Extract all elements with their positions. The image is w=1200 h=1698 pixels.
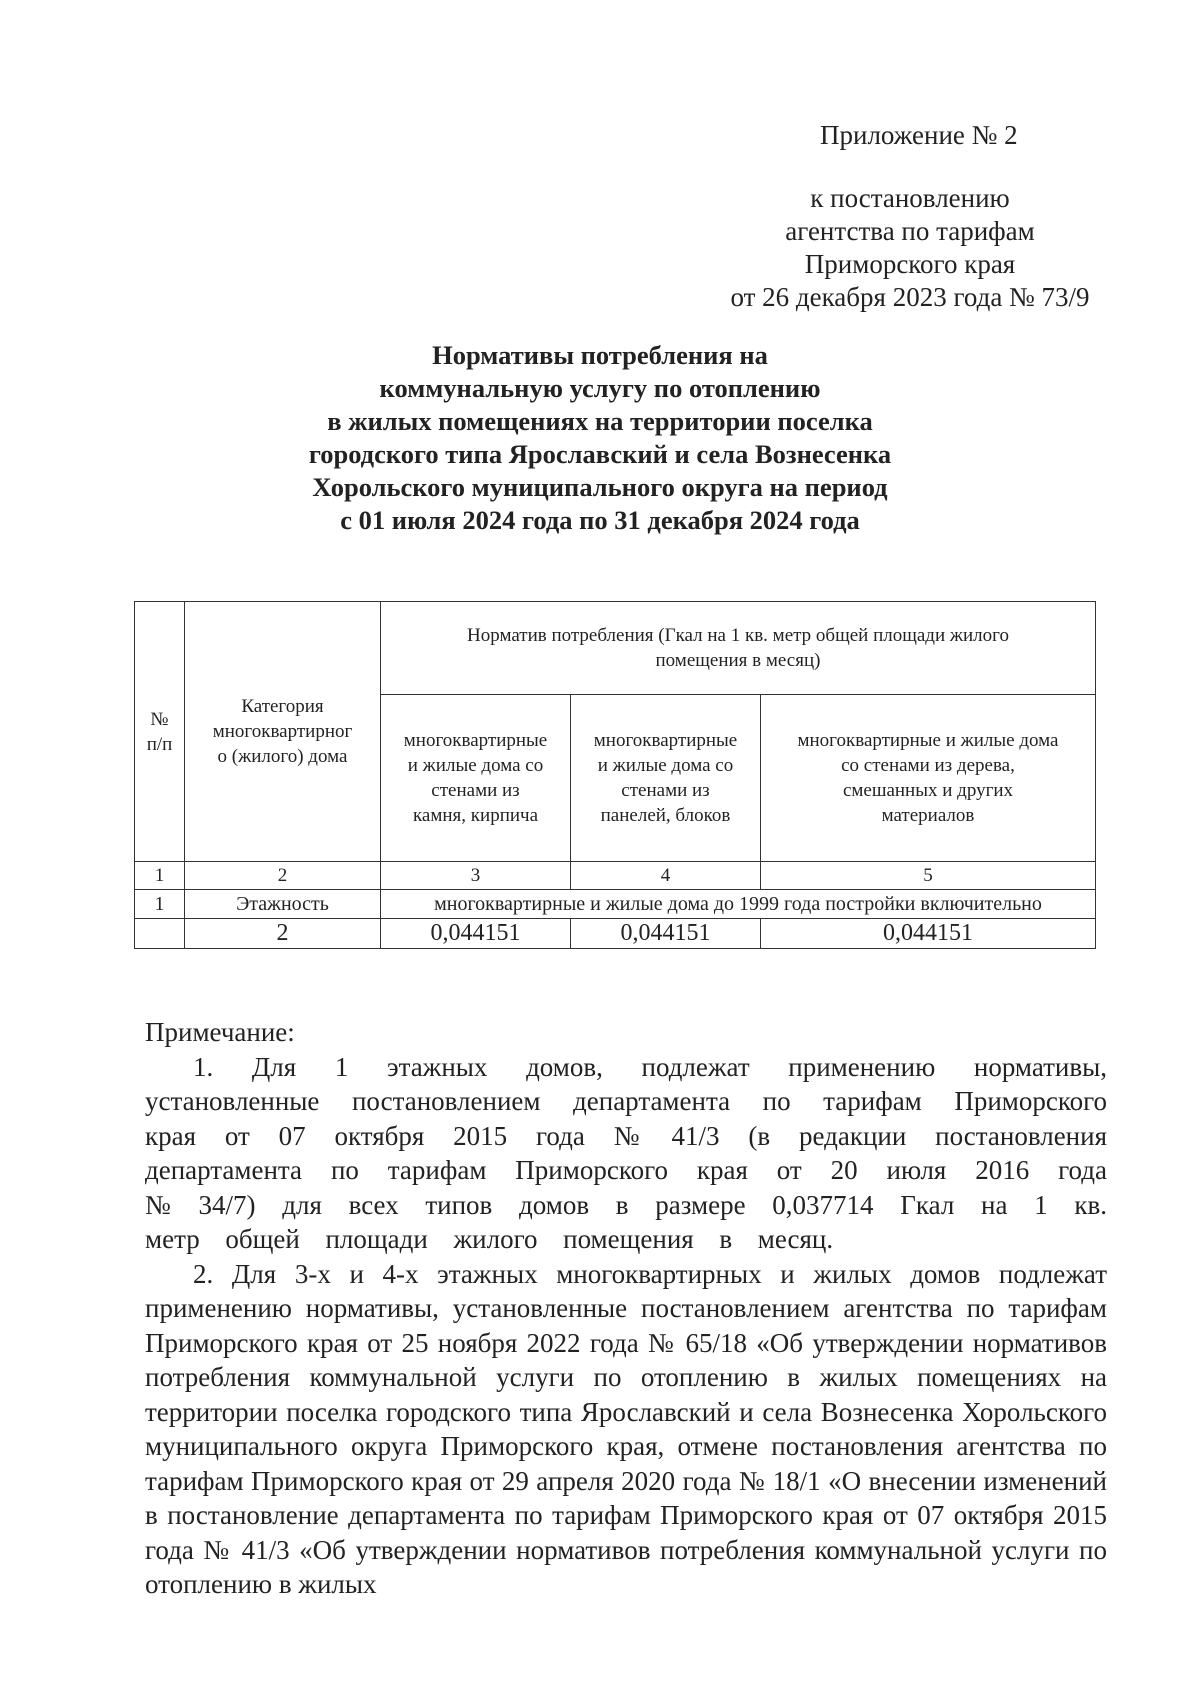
norms-table (134, 601, 1096, 949)
title-line: в жилых помещениях на территории поселка (327, 406, 873, 436)
resolution-line: агентства по тарифам (785, 216, 1035, 246)
column-number: 3 (381, 862, 571, 890)
notes-label: Примечание: (145, 1017, 295, 1047)
note-item-1: 1. Для 1 этажных домов, подлежат применению нормативы, установленные постановлением департамента по тарифам Приморского края от 07 октября 2015 года № 41/3 (в редакции постановления департамента по тарифам Приморского края от 20 июля 2016 года № 34/7) для всех типов домов в размере 0,037714 Гкал на 1 кв. метр общей площади жилого помещения в месяц. (145, 1051, 1107, 1254)
title-line: Нормативы потребления на (432, 340, 768, 370)
resolution-reference (700, 182, 1120, 314)
column-number: 1 (135, 862, 185, 890)
header-cell-panel-walls: многоквартирные и жилые дома со стенами из панелей, блоков (571, 695, 761, 862)
column-number: 2 (185, 862, 381, 890)
document-title (200, 339, 1000, 537)
header-cell-stone-walls: многоквартирные и жилые дома со стенами из камня, кирпича (381, 695, 571, 862)
note-item-2: 2. Для 3-х и 4-х этажных многоквартирных и жилых домов подлежат применению нормативы, установленные постановлением агентства по тарифам Приморского края от 25 ноября 2022 года № 65/18 «Об утверждении нормативов потребления коммунальной услуги по отоплению в жилых помещениях на территории поселка городского типа Ярославский и села Вознесенка Хорольского муниципального округа Приморского края, отмене постановления агентства по тарифам Приморского края от 29 апреля 2020 года № 18/1 «О внесении изменений в постановление департамента по тарифам Приморского края от 07 октября 2015 года № 41/3 «Об утверждении нормативов потребления коммунальной услуги по отоплению в жилых (145, 1258, 1107, 1599)
value-panel-walls: 0,044151 (571, 919, 761, 949)
value-stone-walls: 0,044151 (381, 919, 571, 949)
resolution-line: от 26 декабря 2023 года № 73/9 (730, 282, 1090, 312)
header-cell-category: Категория многоквартирног о (жилого) дома (185, 602, 381, 862)
row-number: 1 (135, 890, 185, 919)
title-line: с 01 июля 2024 года по 31 декабря 2024 года (340, 505, 860, 535)
column-number-row (135, 862, 1096, 890)
table-row (135, 890, 1096, 919)
row-category-description: многоквартирные и жилые дома до 1999 года постройки включительно (381, 890, 1096, 919)
column-number: 4 (571, 862, 761, 890)
title-line: Хорольского муниципального округа на период (312, 472, 888, 502)
header-cell-norm: Норматив потребления (Гкал на 1 кв. метр общей площади жилого помещения в месяц) (381, 602, 1096, 695)
row-category-label: Этажность (185, 890, 381, 919)
notes-section (145, 1015, 1107, 1602)
table-row (135, 919, 1096, 949)
resolution-line: к постановлению (810, 183, 1010, 213)
row-floors: 2 (185, 919, 381, 949)
value-wood-walls: 0,044151 (761, 919, 1096, 949)
appendix-number: Приложение № 2 (820, 120, 1018, 150)
column-number: 5 (761, 862, 1096, 890)
title-line: коммунальную услугу по отоплению (379, 373, 821, 403)
table-header-row (135, 602, 1096, 695)
resolution-line: Приморского края (804, 249, 1016, 279)
header-cell-number: № п/п (135, 602, 185, 862)
row-number (135, 919, 185, 949)
header-cell-wood-walls: многоквартирные и жилые дома со стенами из дерева, смешанных и других материалов (761, 695, 1096, 862)
title-line: городского типа Ярославский и села Вознесенка (308, 439, 892, 469)
